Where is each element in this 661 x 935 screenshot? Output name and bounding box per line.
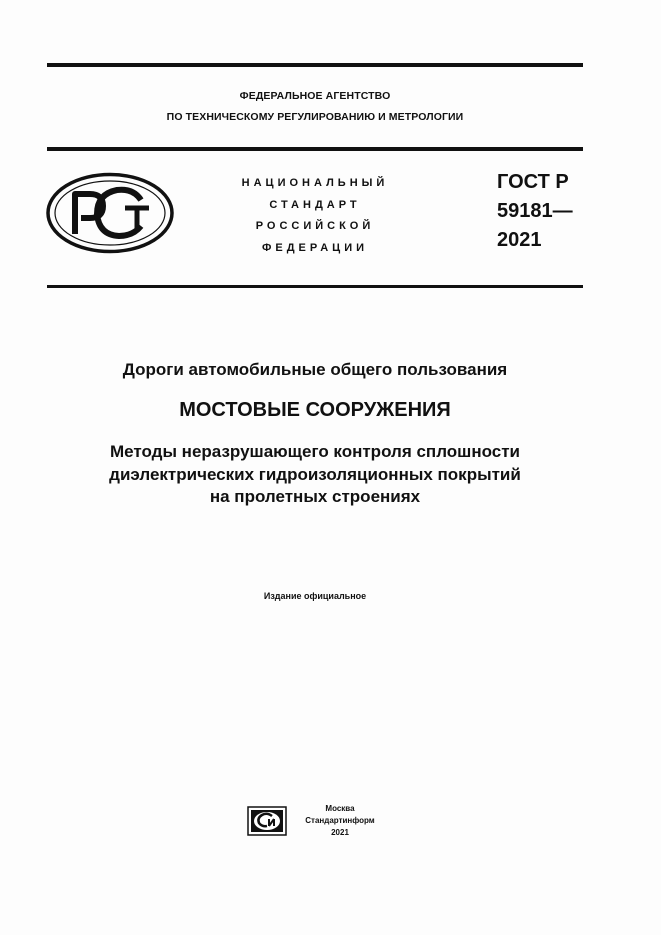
standard-type-line-4: ФЕДЕРАЦИИ: [261, 241, 369, 254]
designation-line-3: 2021: [497, 229, 542, 251]
standard-type-line-3: РОССИЙСКОЙ: [255, 220, 375, 232]
agency-line-2: ПО ТЕХНИЧЕСКОМУ РЕГУЛИРОВАНИЮ И МЕТРОЛОГИИ: [166, 111, 464, 123]
middle-rule: [47, 147, 583, 151]
subtitle-line-1: Методы неразрушающего контроля сплошности: [110, 442, 520, 461]
top-rule: [47, 63, 583, 67]
edition-label: Издание официальное: [263, 591, 367, 601]
standard-type-line-1: НАЦИОНАЛЬНЫЙ: [241, 177, 389, 189]
subtitle-line-3: на пролетных строениях: [209, 487, 421, 506]
designation-line-1: ГОСТ Р: [497, 171, 569, 193]
rst-logo-icon: [45, 172, 175, 254]
publisher-name: Стандартинформ: [305, 816, 375, 825]
publisher-info: [295, 803, 385, 839]
designation-line-2: 59181—: [497, 200, 573, 222]
standard-type: [205, 173, 425, 259]
standard-designation: [497, 168, 573, 255]
agency-line-1: ФЕДЕРАЛЬНОЕ АГЕНТСТВО: [239, 90, 391, 102]
document-title-line-1: Дороги автомобильные общего пользования: [122, 360, 508, 379]
publisher-year: 2021: [331, 828, 349, 837]
standartinform-logo-icon: [247, 806, 287, 836]
subtitle-line-2: диэлектрических гидроизоляционных покрытий: [109, 464, 521, 484]
publisher-city: Москва: [325, 804, 355, 813]
lower-rule: [47, 285, 583, 288]
document-subtitle: [47, 441, 583, 509]
standard-type-line-2: СТАНДАРТ: [269, 198, 361, 211]
document-title-main: МОСТОВЫЕ СООРУЖЕНИЯ: [179, 399, 451, 421]
